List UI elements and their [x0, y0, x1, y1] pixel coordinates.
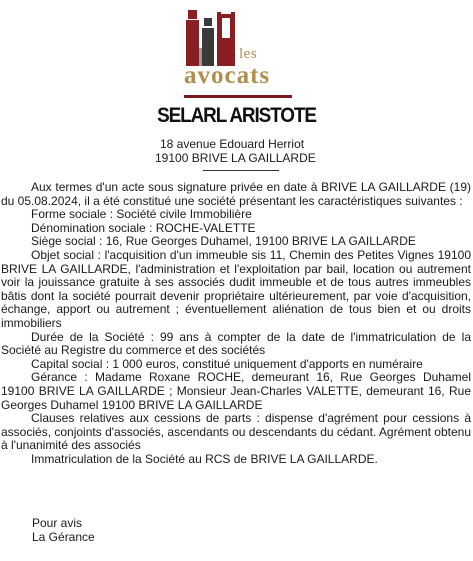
closing-line-pour-avis: Pour avis [32, 516, 83, 530]
address-line-1: 18 avenue Edouard Herriot [160, 137, 305, 151]
paragraph-gerance: Gérance : Madame Roxane ROCHE, demeurant 16, Rue Georges Duhamel 19100 BRIVE LA GAILLARDE ; Monsieur Jean-Charles VALETTE, demeurant 16, Rue Georges Duhamel 19100 BRIVE LA GAILLARDE [1, 370, 471, 412]
closing-line-gerance: La Gérance [32, 530, 95, 544]
paragraph-intro: Aux termes d'un acte sous signature privée en date à BRIVE LA GAILLARDE (19) du 05.08.2024, il a été constitué une société présentant les caractéristiques suivantes : [1, 180, 471, 208]
address-line-2: 19100 BRIVE LA GAILLARDE [155, 151, 316, 165]
paragraph-denomination: Dénomination sociale : ROCHE-VALETTE [31, 220, 256, 235]
logo-text-les: les [239, 46, 258, 62]
firm-name: SELARL ARISTOTE [157, 104, 316, 127]
figures-icon [184, 8, 244, 68]
logo-text-avocats: avocats [184, 62, 271, 89]
paragraph-objet-social: Objet social : l'acquisition d'un immeuble sis 11, Chemin des Petites Vignes 19100 BRIVE LA GAILLARDE, l'administration et l'exploitation par bail, location ou autrement voir la jouissance gratuite à ses associés dudit immeuble et de tous autres immeubles bâtis dont la société pourrait devenir propriétaire ultérieurement, par voie d'acquisition, échange, apport ou autrement ; éventuellement aliénation de tous bien et ou droits immobiliers [1, 247, 471, 330]
paragraph-clauses: Clauses relatives aux cessions de parts : dispense d'agrément pour cessions à associés, conjoints d'associés, ascendants ou descendants du cédant. Agrément obtenu à l'unanimité des associés [1, 411, 471, 453]
paragraph-immatriculation: Immatriculation de la Société au RCS de BRIVE LA GAILLARDE. [31, 451, 378, 466]
notice-body [1, 181, 471, 466]
paragraph-forme-sociale: Forme sociale : Société civile Immobilière [31, 207, 252, 222]
closing-signature [32, 516, 95, 544]
paragraph-duree: Durée de la Société : 99 ans à compter de la date de l'immatriculation de la Société au Registre du commerce et des sociétés [1, 329, 471, 358]
logo-underline [184, 95, 292, 98]
les-avocats-logo [184, 8, 294, 98]
paragraph-siege-social: Siège social : 16, Rue Georges Duhamel, 19100 BRIVE LA GAILLARDE [31, 234, 416, 249]
header-divider [203, 170, 279, 171]
paragraph-capital: Capital social : 1 000 euros, constitué uniquement d'apports en numéraire [31, 356, 423, 371]
